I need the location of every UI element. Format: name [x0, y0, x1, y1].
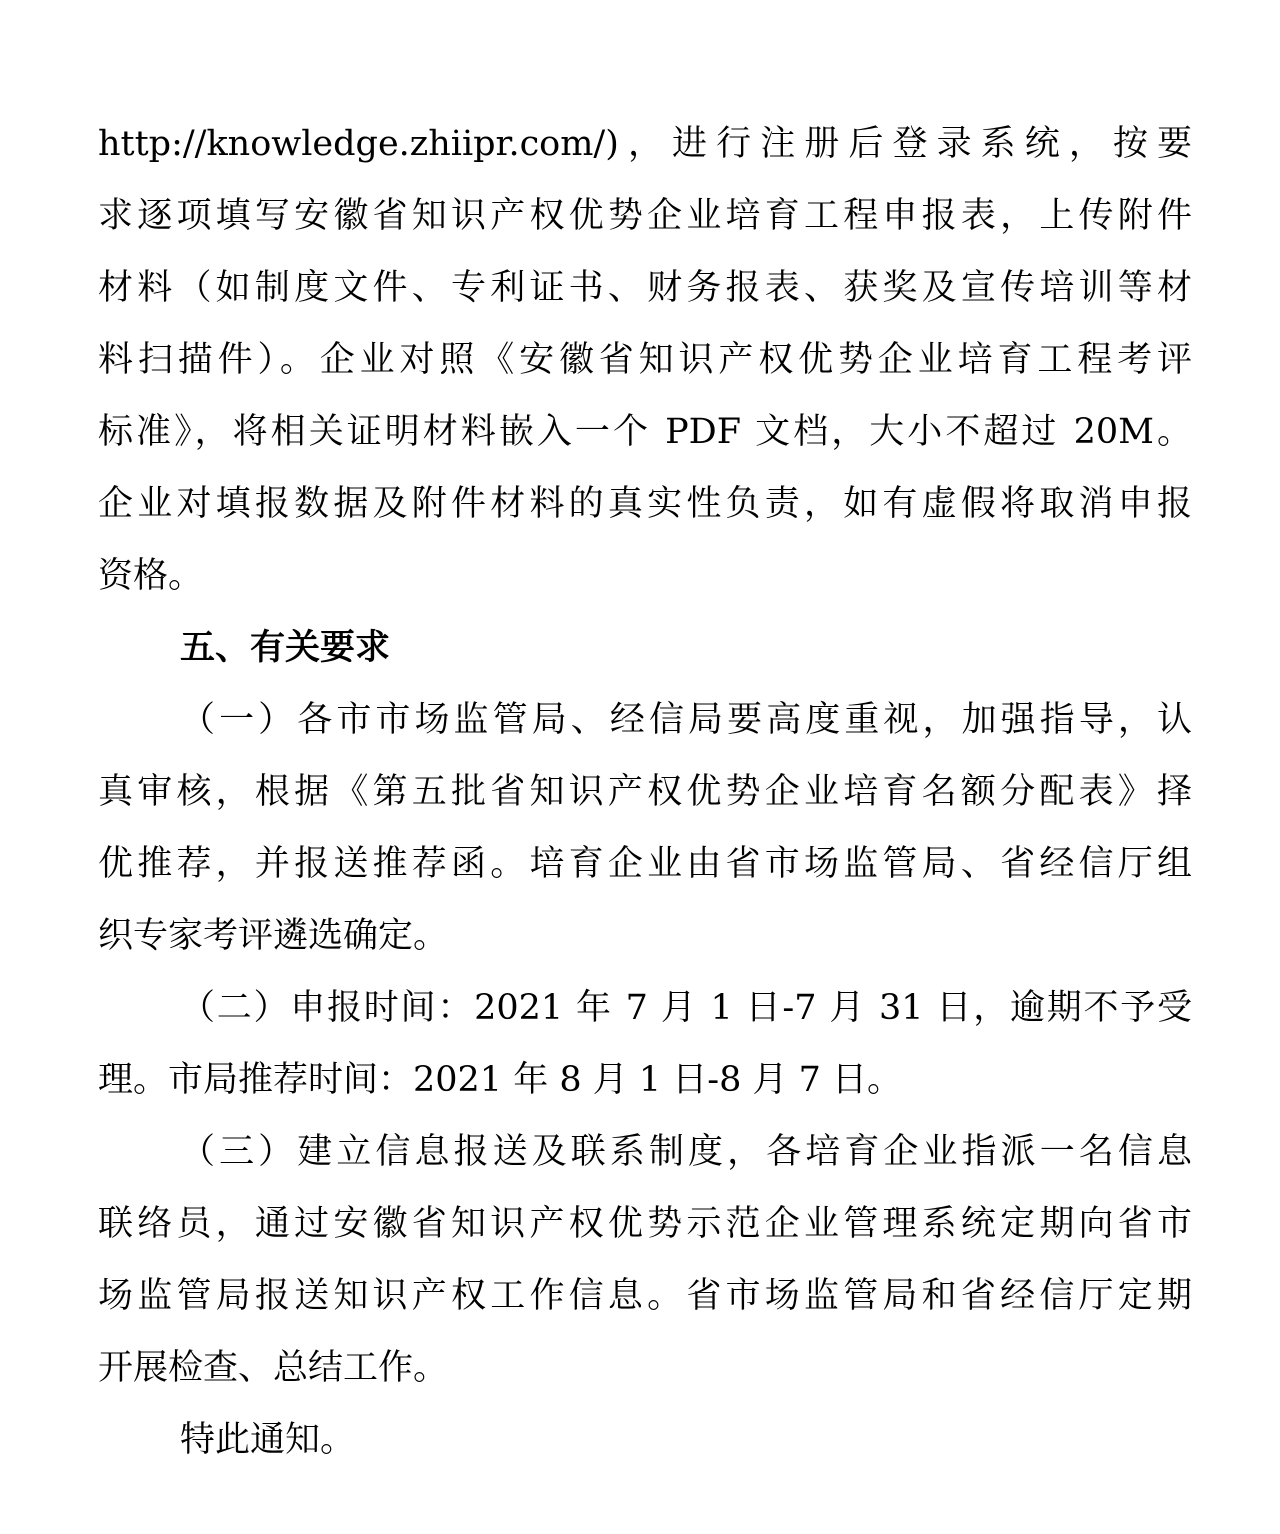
section-heading: 五、有关要求 — [180, 628, 391, 668]
text-line: 理。市局推荐时间：2021 年 8 月 1 日-8 月 7 日。 — [98, 1060, 902, 1100]
text-line: http://knowledge.zhiipr.com/)，进行注册后登录系统，按要 — [98, 124, 1192, 164]
text-line: （三）建立信息报送及联系制度，各培育企业指派一名信息 — [180, 1132, 1192, 1172]
text-line: 料扫描件）。企业对照《安徽省知识产权优势企业培育工程考评 — [98, 340, 1192, 380]
text-line: 标准》，将相关证明材料嵌入一个 PDF 文档，大小不超过 20M。 — [98, 412, 1192, 452]
text-line: 织专家考评遴选确定。 — [98, 916, 449, 956]
text-line: 联络员，通过安徽省知识产权优势示范企业管理系统定期向省市 — [98, 1204, 1192, 1244]
text-line: 求逐项填写安徽省知识产权优势企业培育工程申报表，上传附件 — [98, 196, 1192, 236]
text-line: 材料（如制度文件、专利证书、财务报表、获奖及宣传培训等材 — [98, 268, 1192, 308]
text-line: 资格。 — [98, 556, 204, 596]
text-line: 场监管局报送知识产权工作信息。省市场监管局和省经信厅定期 — [98, 1276, 1192, 1316]
text-line: 企业对填报数据及附件材料的真实性负责，如有虚假将取消申报 — [98, 484, 1192, 524]
text-line: （一）各市市场监管局、经信局要高度重视，加强指导，认 — [180, 700, 1192, 740]
text-line: 真审核，根据《第五批省知识产权优势企业培育名额分配表》择 — [98, 772, 1192, 812]
text-line: 优推荐，并报送推荐函。培育企业由省市场监管局、省经信厅组 — [98, 844, 1192, 884]
text-line: （二）申报时间：2021 年 7 月 1 日-7 月 31 日，逾期不予受 — [180, 988, 1192, 1028]
text-line: 开展检查、总结工作。 — [98, 1348, 449, 1388]
closing-line: 特此通知。 — [180, 1420, 356, 1460]
